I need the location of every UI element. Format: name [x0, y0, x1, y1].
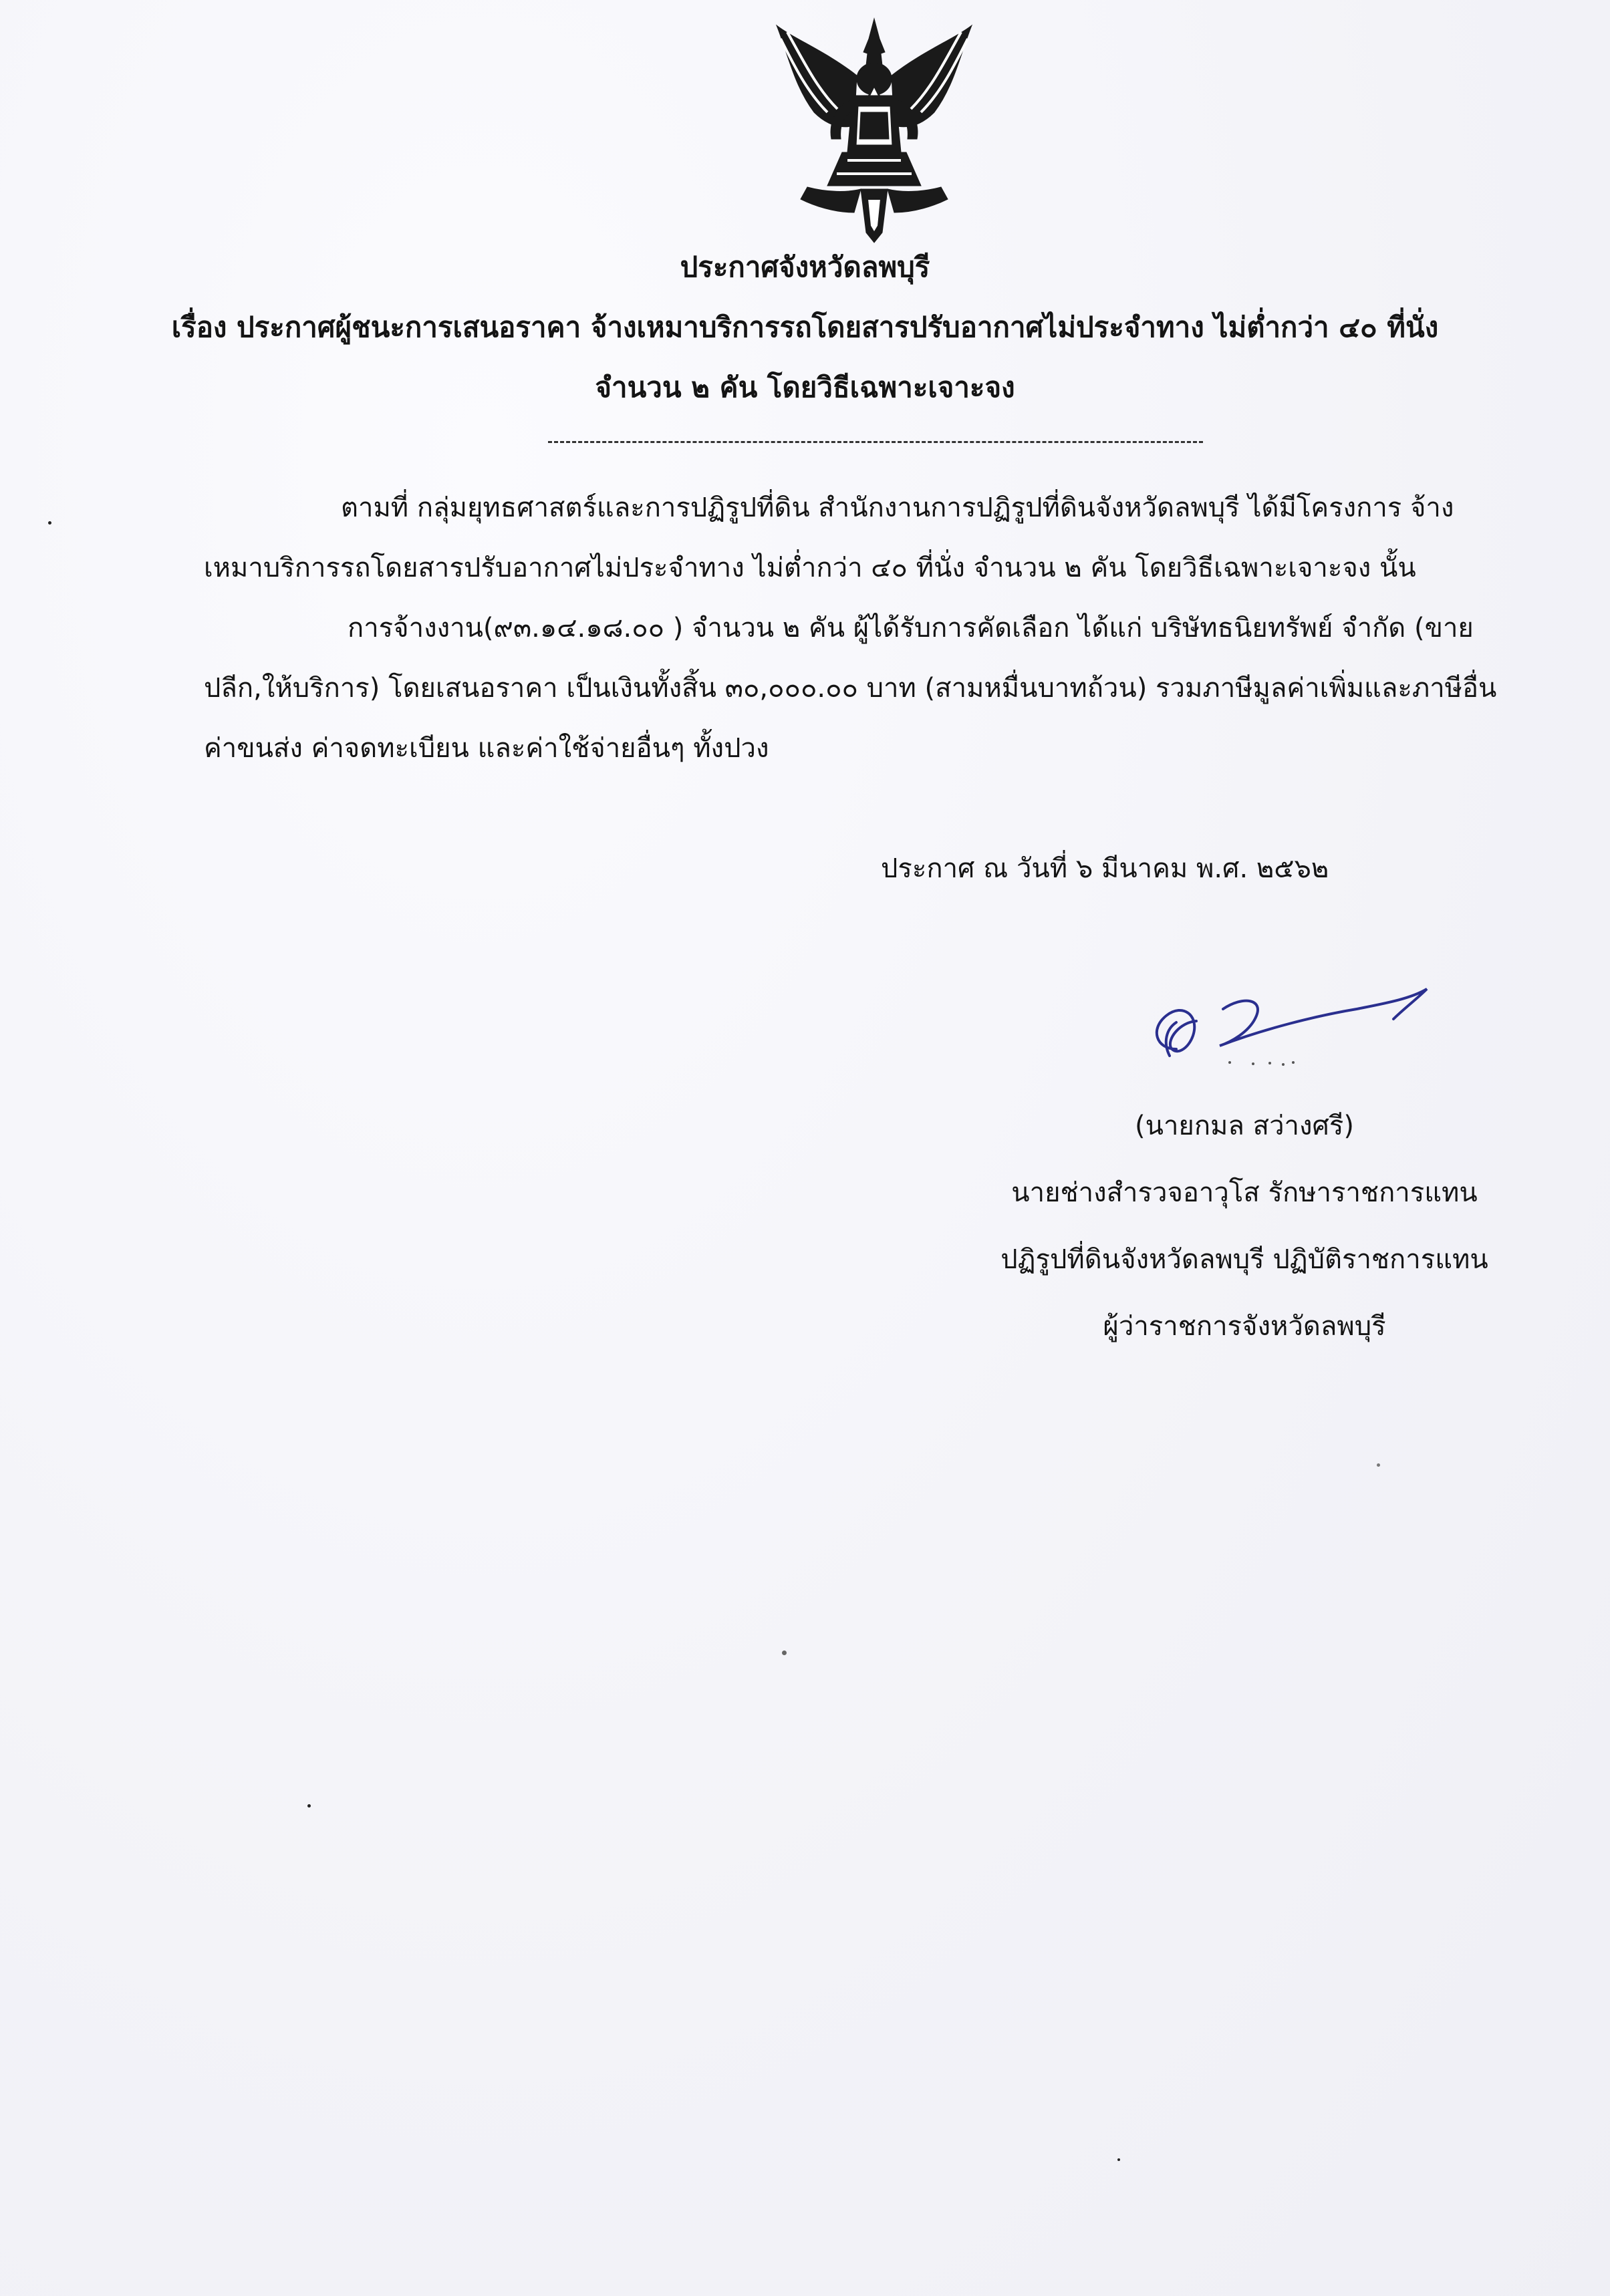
body-paragraph-2-line-2: ปลีก,ให้บริการ) โดยเสนอราคา เป็นเงินทั้งสิ้น ๓๐,๐๐๐.๐๐ บาท (สามหมื่นบาทถ้วน) รวมภาษีมูลค่าเพิ่มและภาษีอื่น	[204, 673, 1497, 704]
signatory-name: (นายกมล สว่างศรี)	[1134, 1111, 1355, 1141]
paper-speck	[1377, 1463, 1380, 1467]
subject-line-2: จำนวน ๒ คัน โดยวิธีเฉพาะเจาะจง	[595, 371, 1015, 404]
handwritten-signature	[1129, 969, 1437, 1083]
body-paragraph-2-line-1: การจ้างงาน(๙๓.๑๔.๑๘.๐๐ ) จำนวน ๒ คัน ผู้ได้รับการคัดเลือก ได้แก่ บริษัทธนิยทรัพย์ จำกัด (ขาย	[348, 613, 1474, 643]
signatory-position-2: ปฏิรูปที่ดินจังหวัดลพบุรี ปฏิบัติราชการแทน	[1000, 1244, 1488, 1275]
body-paragraph-1-line-2: เหมาบริการรถโดยสารปรับอากาศไม่ประจำทาง ไม่ต่ำกว่า ๔๐ ที่นั่ง จำนวน ๒ คัน โดยวิธีเฉพาะเจาะจง นั้น	[204, 553, 1416, 583]
announcement-date: ประกาศ ณ วันที่ ๖ มีนาคม พ.ศ. ๒๕๖๒	[881, 853, 1329, 884]
paper-speck	[307, 1804, 311, 1808]
dashed-divider	[548, 441, 1203, 443]
garuda-emblem-icon	[767, 12, 981, 246]
body-paragraph-1-line-1: ตามที่ กลุ่มยุทธศาสตร์และการปฏิรูปที่ดิน สำนักงานการปฏิรูปที่ดินจังหวัดลพบุรี ได้มีโครงการ จ้าง	[341, 492, 1454, 523]
signatory-position-1: นายช่างสำรวจอาวุโส รักษาราชการแทน	[1011, 1177, 1478, 1208]
paper-speck	[782, 1651, 787, 1655]
body-paragraph-2-line-3: ค่าขนส่ง ค่าจดทะเบียน และค่าใช้จ่ายอื่นๆ ทั้งปวง	[204, 733, 769, 764]
paper-speck	[1117, 2158, 1120, 2161]
subject-line-1: เรื่อง ประกาศผู้ชนะการเสนอราคา จ้างเหมาบริการรถโดยสารปรับอากาศไม่ประจำทาง ไม่ต่ำกว่า ๔๐ ที่นั่ง	[171, 311, 1439, 343]
signatory-position-3: ผู้ว่าราชการจังหวัดลพบุรี	[1103, 1311, 1386, 1342]
paper-speck	[48, 521, 51, 525]
issuer-title: ประกาศจังหวัดลพบุรี	[680, 251, 930, 283]
